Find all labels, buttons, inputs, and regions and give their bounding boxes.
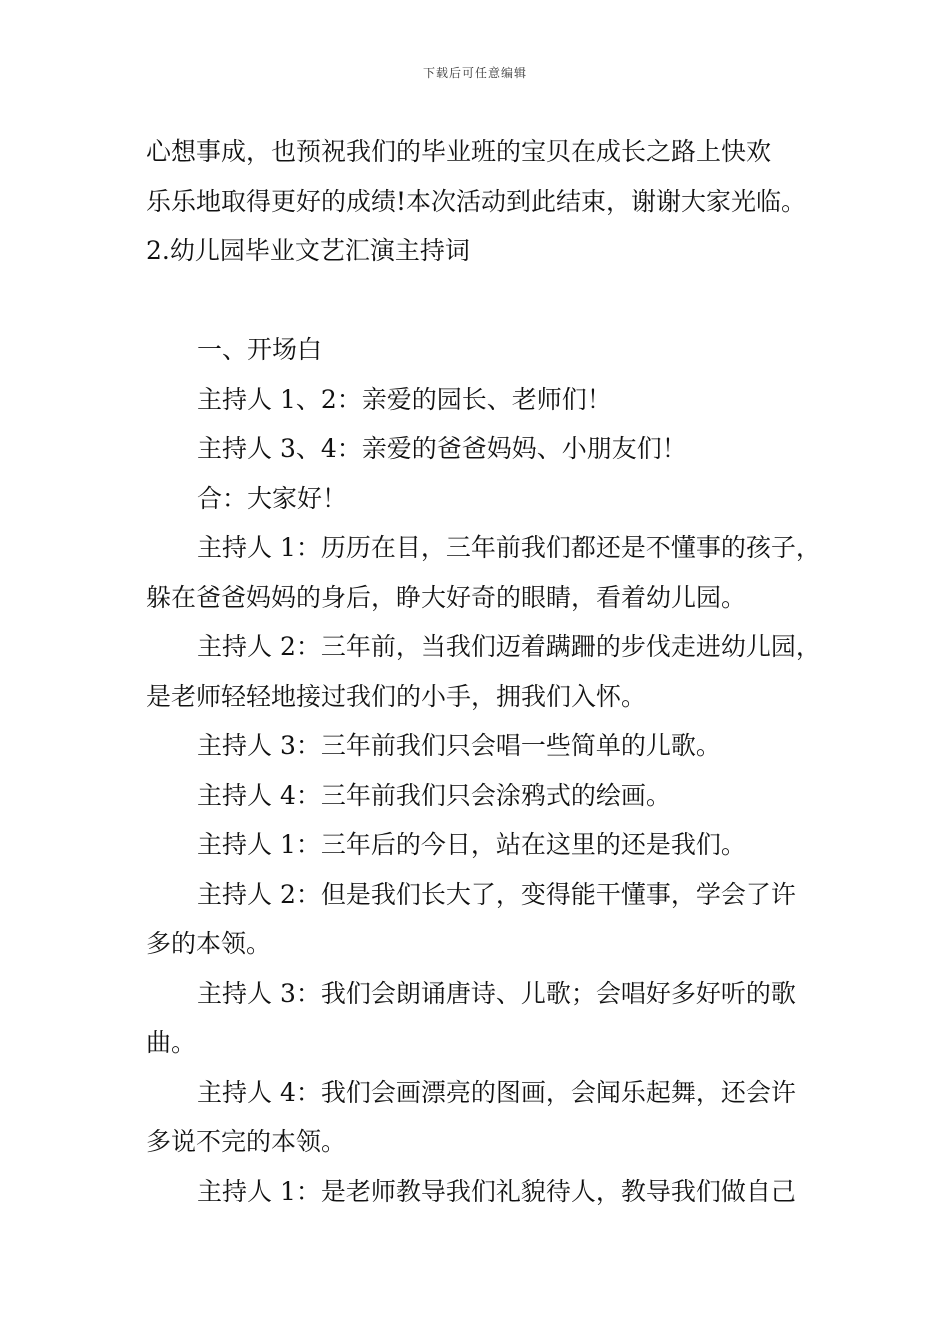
text-line: 主持人 2：三年前，当我们迈着蹒跚的步伐走进幼儿园， (197, 632, 821, 661)
text-line: 多说不完的本领。 (146, 1127, 347, 1156)
page-header-note: 下载后可任意编辑 (422, 66, 527, 80)
blank-line (146, 276, 816, 326)
text-line: 是老师轻轻地接过我们的小手，拥我们入怀。 (146, 681, 647, 711)
text-line: 主持人 3：我们会朗诵唐诗、儿歌；会唱好多好听的歌 (197, 978, 796, 1008)
text-line: 主持人 3、4：亲爱的爸爸妈妈、小朋友们！ (197, 434, 687, 463)
text-line: 躲在爸爸妈妈的身后，睁大好奇的眼睛，看着幼儿园。 (146, 582, 747, 612)
text-line: 心想事成，也预祝我们的毕业班的宝贝在成长之路上快欢 (146, 137, 772, 166)
text-line: 主持人 2：但是我们长大了，变得能干懂事，学会了许 (197, 879, 796, 909)
text-line: 乐乐地取得更好的成绩!本次活动到此结束，谢谢大家光临。 (146, 186, 807, 216)
text-line: 曲。 (146, 1028, 197, 1057)
text-line: 主持人 1：三年后的今日，站在这里的还是我们。 (197, 830, 746, 859)
text-line: 合：大家好！ (197, 483, 348, 513)
subsection-heading: 一、开场白 (197, 335, 323, 364)
text-line: 主持人 1：是老师教导我们礼貌待人，教导我们做自己 (197, 1176, 796, 1206)
text-line: 主持人 3：三年前我们只会唱一些简单的儿歌。 (197, 731, 721, 760)
document-body (146, 127, 821, 1216)
text-line: 多的本领。 (146, 929, 272, 958)
text-line: 主持人 4：三年前我们只会涂鸦式的绘画。 (197, 780, 671, 810)
section-heading: 2.幼儿园毕业文艺汇演主持词 (146, 236, 470, 265)
text-line: 主持人 1、2：亲爱的园长、老师们！ (197, 384, 612, 414)
text-line: 主持人 4：我们会画漂亮的图画，会闻乐起舞，还会许 (197, 1077, 796, 1107)
text-line: 主持人 1：历历在目，三年前我们都还是不懂事的孩子， (197, 533, 821, 562)
